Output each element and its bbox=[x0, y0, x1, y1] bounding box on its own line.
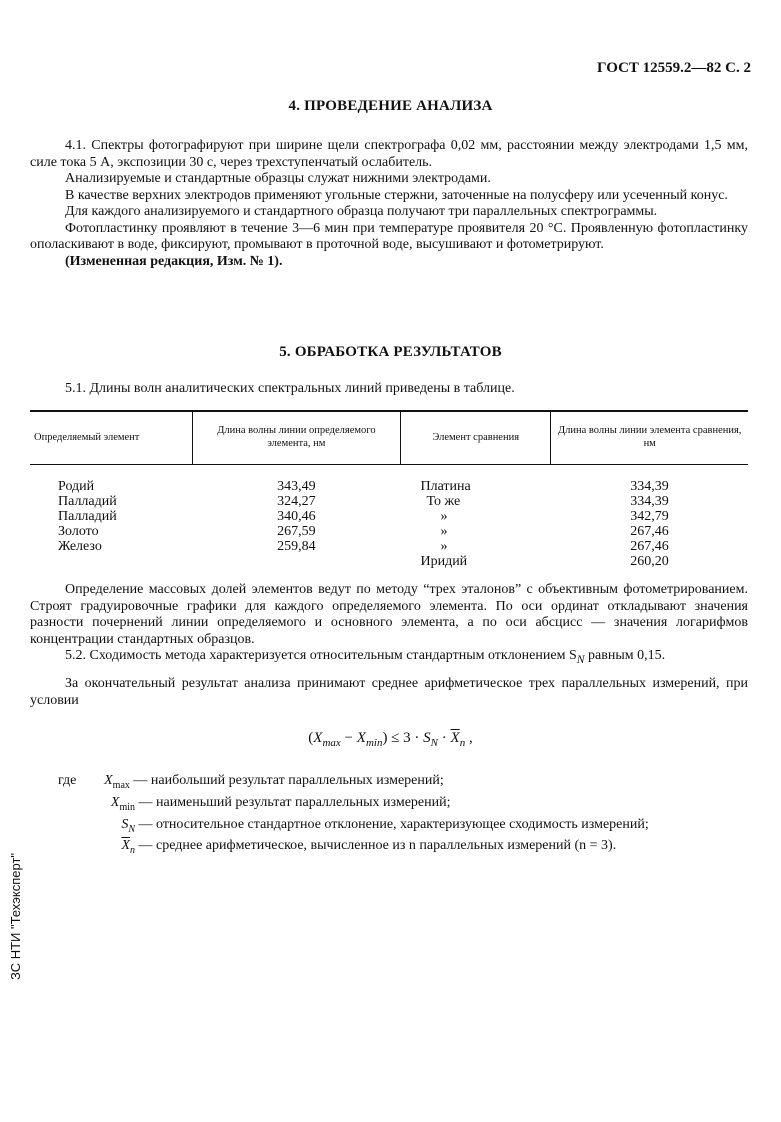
table-cell: 334,39 bbox=[630, 479, 669, 494]
definition-symbol: X bbox=[104, 773, 113, 788]
table-cell: Золото bbox=[58, 524, 99, 539]
definition-prefix: где bbox=[58, 773, 77, 788]
definition-row bbox=[58, 816, 649, 838]
subscript: max bbox=[112, 779, 130, 791]
paragraph-text: равным 0,15. bbox=[584, 648, 666, 663]
subscript: min bbox=[119, 801, 135, 813]
table-cell: Палладий bbox=[58, 509, 117, 524]
paragraph: Определение массовых долей элементов ведут по методу “трех эталонов” с объективным фотометрированием. Строят градуировочные графики для каждого определяемого элемента. По оси ординат откладывают значения разности почернений линии определяемого и основного элемента, а по оси абсцисс — значения логарифмов концентрации стандартных образцов. bbox=[30, 582, 748, 647]
table-cell: То же bbox=[426, 494, 461, 509]
paragraph: 4.1. Спектры фотографируют при ширине щели спектрографа 0,02 мм, расстоянии между электродами 1,5 мм, силе тока 5 А, экспозиции 30 с, через трехступенчатый ослабитель. bbox=[30, 138, 748, 170]
paragraph: Анализируемые и стандартные образцы служат нижними электродами. bbox=[65, 171, 491, 186]
section-4-body bbox=[30, 138, 748, 270]
table-header: Определяемый элемент bbox=[34, 431, 140, 443]
section-5-intro bbox=[30, 381, 748, 398]
definition-symbol: X bbox=[110, 794, 120, 810]
table-cell: 340,46 bbox=[277, 509, 316, 524]
table-cell: Платина bbox=[420, 479, 471, 494]
definition-symbol: $\overline{X}$ bbox=[121, 838, 130, 854]
definition-text: — наибольший результат параллельных измерений; bbox=[133, 773, 444, 788]
table-cell: 259,84 bbox=[277, 539, 316, 554]
paragraph: Для каждого анализируемого и стандартного образца получают три параллельных спектрограммы. bbox=[65, 204, 658, 219]
table-column-element bbox=[30, 465, 192, 570]
table-header: Элемент сравнения bbox=[400, 411, 550, 465]
table-cell: 267,59 bbox=[277, 524, 316, 539]
table-cell: Иридий bbox=[420, 554, 468, 569]
table-cell: Родий bbox=[58, 479, 95, 494]
table-cell: 267,46 bbox=[630, 524, 669, 539]
definition-row bbox=[58, 794, 649, 816]
paragraph bbox=[30, 648, 748, 668]
table-column-wavelength bbox=[192, 465, 400, 570]
table-cell: Палладий bbox=[58, 494, 117, 509]
table-cell: Железо bbox=[58, 539, 102, 554]
table-cell: » bbox=[440, 509, 448, 524]
paragraph: За окончательный результат анализа принимают среднее арифметическое трех параллельных измерений, при условии bbox=[30, 676, 748, 708]
section-4-title: 4. ПРОВЕДЕНИЕ АНАЛИЗА bbox=[288, 98, 493, 114]
amendment-note: (Измененная редакция, Изм. № 1). bbox=[65, 253, 283, 269]
formula-definitions bbox=[58, 772, 649, 859]
side-stamp: ЗС НТИ "Техэксперт" bbox=[8, 852, 23, 980]
table-column-reference-wavelength bbox=[551, 465, 748, 570]
convergence-formula: $(X_{max} - X_{min}) \le 3 \cdot S_N \cdot \overline{X}_n$ , bbox=[308, 730, 473, 749]
definition-text: — относительное стандартное отклонение, характеризующее сходимость измерений; bbox=[138, 816, 649, 832]
paragraph: 5.1. Длины волн аналитических спектральных линий приведены в таблице. bbox=[65, 381, 515, 396]
table-cell: 267,46 bbox=[630, 539, 669, 554]
table-cell: 342,79 bbox=[630, 509, 669, 524]
section-5-body bbox=[30, 582, 748, 709]
table-cell: 324,27 bbox=[277, 494, 316, 509]
definition-row bbox=[58, 772, 649, 794]
paragraph: В качестве верхних электродов применяют угольные стержни, заточенные на полусферу или усеченный конус. bbox=[65, 187, 728, 203]
subscript: n bbox=[130, 845, 135, 857]
wavelength-table bbox=[30, 410, 748, 569]
definition-symbol: S bbox=[121, 816, 129, 832]
table-cell: 260,20 bbox=[630, 554, 669, 569]
table-cell: » bbox=[440, 539, 448, 554]
paragraph-text: 5.2. Сходимость метода характеризуется относительным стандартным отклонением S bbox=[65, 648, 577, 663]
document-header: ГОСТ 12559.2—82 С. 2 bbox=[597, 60, 751, 76]
table-header: Длина волны линии элемента сравнения, нм bbox=[551, 411, 748, 465]
subscript: N bbox=[128, 823, 135, 835]
table-header: Длина волны линии определяемого элемента, нм bbox=[192, 411, 400, 465]
table-cell: 334,39 bbox=[630, 494, 669, 509]
subscript: N bbox=[576, 652, 585, 666]
table-cell: 343,49 bbox=[277, 479, 316, 494]
definition-text: — среднее арифметическое, вычисленное из n параллельных измерений (n = 3). bbox=[138, 838, 617, 854]
definition-text: — наименьший результат параллельных измерений; bbox=[138, 794, 451, 810]
definition-row bbox=[58, 837, 649, 859]
table-column-reference-element bbox=[400, 465, 550, 570]
section-5-title: 5. ОБРАБОТКА РЕЗУЛЬТАТОВ bbox=[279, 344, 502, 360]
paragraph: Фотопластинку проявляют в течение 3—6 мин при температуре проявителя 20 °С. Проявленную фотопластинку ополаскивают в воде, фиксируют, промывают в проточной воде, высушивают и фотометрируют. bbox=[30, 220, 748, 252]
table-cell: » bbox=[440, 524, 448, 539]
